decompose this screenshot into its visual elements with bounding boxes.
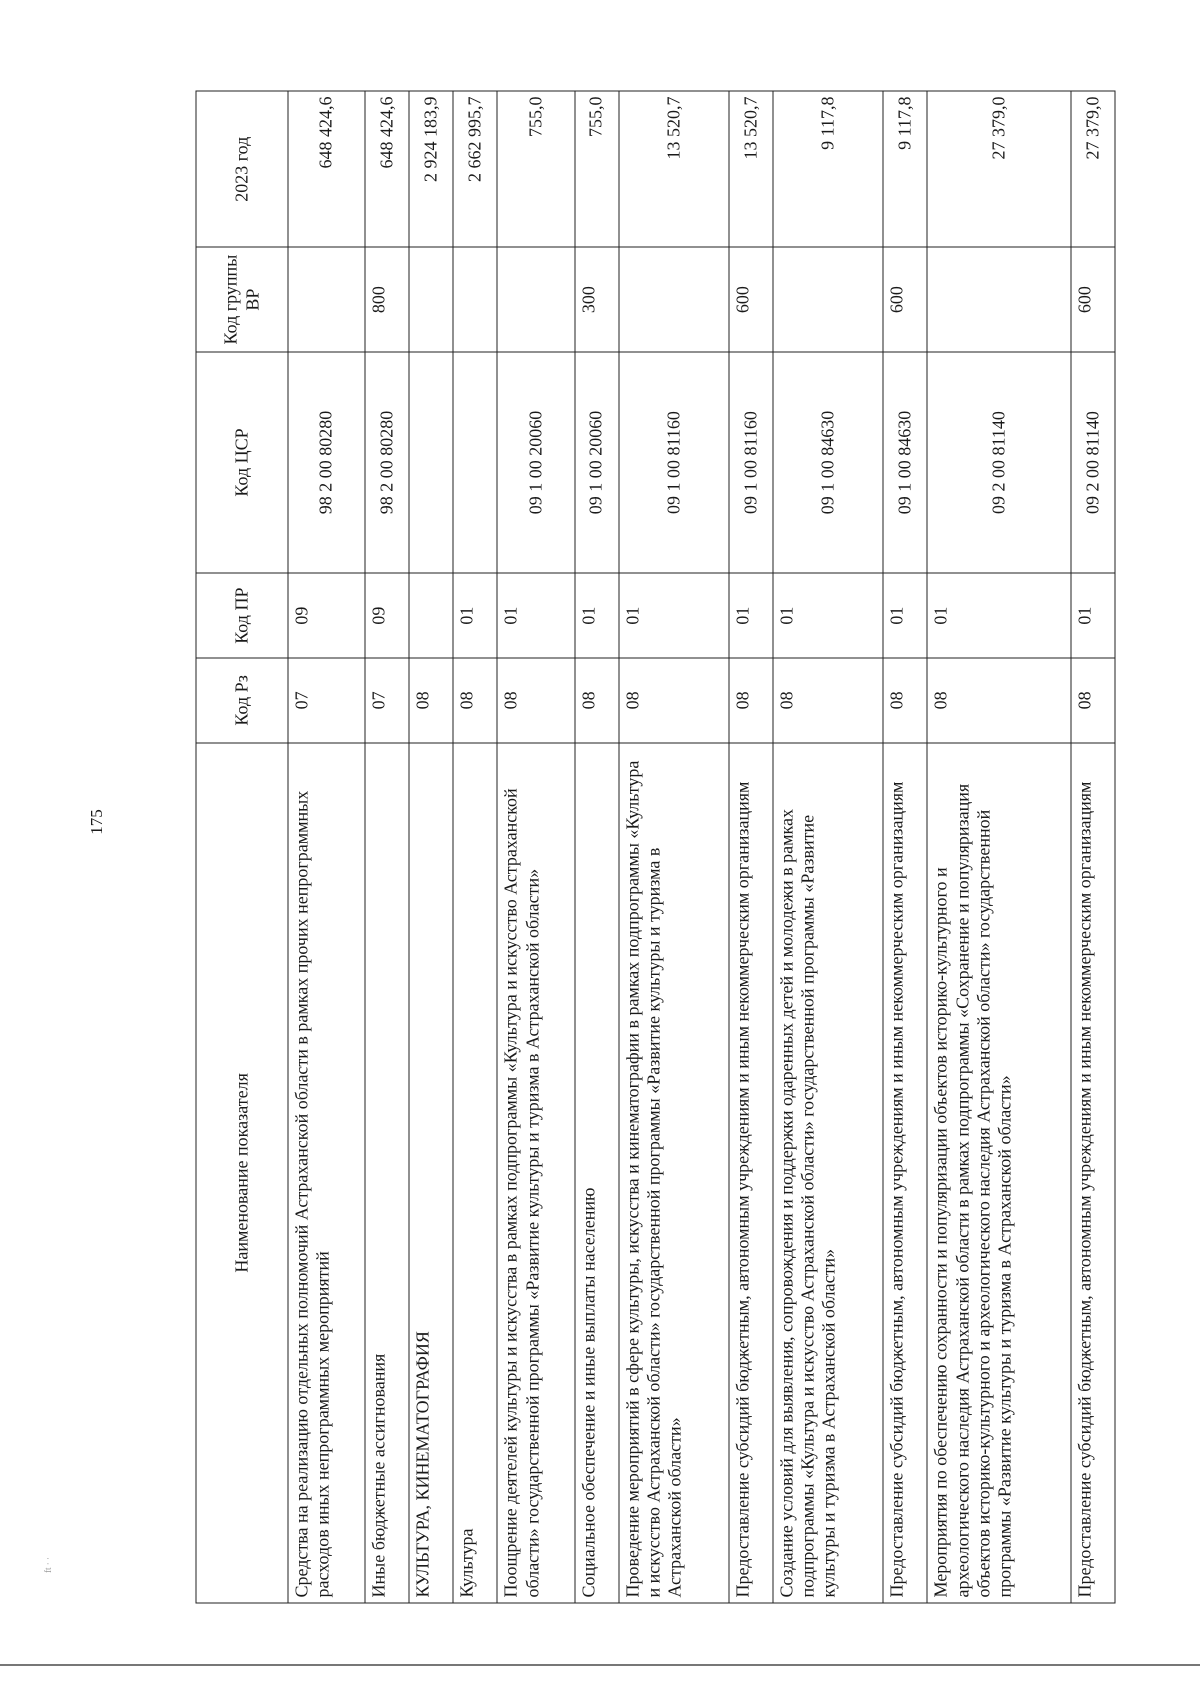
table-row [927,91,1070,1603]
row-name: Средства на реализацию отдельных полномочий Астраханской области в рамках прочих непрограммных расходов иных непрограммных мероприятий [288,743,365,1603]
row-pr: 01 [927,573,1070,658]
row-csr: 09 1 00 20060 [575,352,619,574]
row-amount: 27 379,0 [927,91,1070,247]
row-rz: 07 [288,658,365,743]
table-row [575,91,619,1603]
table-row [619,91,729,1603]
header-vr: Код группы ВР [196,247,288,351]
row-csr [453,352,497,574]
header-rz: Код Рз [196,658,288,743]
budget-table [196,91,1116,1604]
row-pr: 01 [1071,573,1115,658]
row-rz: 08 [729,658,773,743]
row-vr [453,247,497,351]
row-rz: 08 [409,658,453,743]
row-name: Мероприятия по обеспечению сохранности и популяризации объектов историко-культурного и археологического наследия Астраханской области в рамках подпрограммы «Сохранение и популяризация объектов историко-культурного и археологического наследия Астраханской области» государственной программы «Развитие культуры и туризма в Астраханской области» [927,743,1070,1603]
table-row [773,91,883,1603]
page-number: 175 [87,809,106,835]
header-csr: Код ЦСР [196,352,288,574]
row-rz: 08 [619,658,729,743]
row-name: Создание условий для выявления, сопровождения и поддержки одаренных детей и молодежи в рамках подпрограммы «Культура и искусство Астраханской области» государственной программы «Развитие культуры и туризма в Астраханской области» [773,743,883,1603]
row-name: Предоставление субсидий бюджетным, автономным учреждениям и иным некоммерческим организациям [1071,743,1115,1603]
margin-mark: ft · · [43,1557,53,1573]
row-csr: 09 2 00 81140 [927,352,1070,574]
row-pr [409,573,453,658]
header-pr: Код ПР [196,573,288,658]
row-name: Предоставление субсидий бюджетным, автономным учреждениям и иным некоммерческим организациям [729,743,773,1603]
row-amount: 648 424,6 [365,91,409,247]
row-vr [288,247,365,351]
row-vr [619,247,729,351]
budget-table-wrapper [196,91,1116,1604]
row-name: Проведение мероприятий в сфере культуры, искусства и кинематографии в рамках подпрограммы «Культура и искусство Астраханской области» государственной программы «Развитие культуры и туризма в Астраханской области» [619,743,729,1603]
row-csr: 98 2 00 80280 [365,352,409,574]
row-vr: 600 [729,247,773,351]
row-vr: 600 [1071,247,1115,351]
row-csr: 09 1 00 81160 [619,352,729,574]
row-name: Предоставление субсидий бюджетным, автономным учреждениям и иным некоммерческим организациям [883,743,927,1603]
row-csr: 98 2 00 80280 [288,352,365,574]
row-name: Культура [453,743,497,1603]
table-row [729,91,773,1603]
row-pr: 01 [883,573,927,658]
row-csr: 09 1 00 20060 [497,352,574,574]
row-pr: 01 [453,573,497,658]
row-amount: 13 520,7 [619,91,729,247]
row-rz: 08 [883,658,927,743]
table-row [497,91,574,1603]
row-amount: 648 424,6 [288,91,365,247]
row-amount: 755,0 [497,91,574,247]
table-row [883,91,927,1603]
row-pr: 01 [773,573,883,658]
row-amount: 9 117,8 [773,91,883,247]
table-row [453,91,497,1603]
row-name: Иные бюджетные ассигнования [365,743,409,1603]
row-vr: 600 [883,247,927,351]
row-name: Социальное обеспечение и иные выплаты населению [575,743,619,1603]
row-rz: 08 [497,658,574,743]
row-csr: 09 1 00 81160 [729,352,773,574]
row-vr [773,247,883,351]
table-header-row [196,91,288,1603]
row-rz: 08 [1071,658,1115,743]
row-amount: 9 117,8 [883,91,927,247]
row-amount: 2 662 995,7 [453,91,497,247]
row-csr: 09 2 00 81140 [1071,352,1115,574]
row-name: КУЛЬТУРА, КИНЕМАТОГРАФИЯ [409,743,453,1603]
row-rz: 08 [927,658,1070,743]
row-csr: 09 1 00 84630 [773,352,883,574]
row-vr [927,247,1070,351]
table-row [365,91,409,1603]
row-pr: 01 [729,573,773,658]
table-row [1071,91,1115,1603]
header-name: Наименование показателя [196,743,288,1603]
row-amount: 755,0 [575,91,619,247]
row-csr [409,352,453,574]
row-rz: 08 [575,658,619,743]
row-pr: 01 [575,573,619,658]
row-csr: 09 1 00 84630 [883,352,927,574]
table-row [409,91,453,1603]
row-rz: 07 [365,658,409,743]
row-amount: 2 924 183,9 [409,91,453,247]
row-pr: 09 [365,573,409,658]
row-pr: 01 [497,573,574,658]
row-pr: 01 [619,573,729,658]
row-name: Поощрение деятелей культуры и искусства в рамках подпрограммы «Культура и искусство Астраханской области» государственной программы «Развитие культуры и туризма в Астраханской области» [497,743,574,1603]
row-amount: 13 520,7 [729,91,773,247]
header-year: 2023 год [196,91,288,247]
row-vr: 800 [365,247,409,351]
row-vr: 300 [575,247,619,351]
row-vr [497,247,574,351]
row-rz: 08 [453,658,497,743]
row-amount: 27 379,0 [1071,91,1115,247]
row-rz: 08 [773,658,883,743]
row-vr [409,247,453,351]
table-row [288,91,365,1603]
row-pr: 09 [288,573,365,658]
bottom-rule [0,1664,1200,1666]
